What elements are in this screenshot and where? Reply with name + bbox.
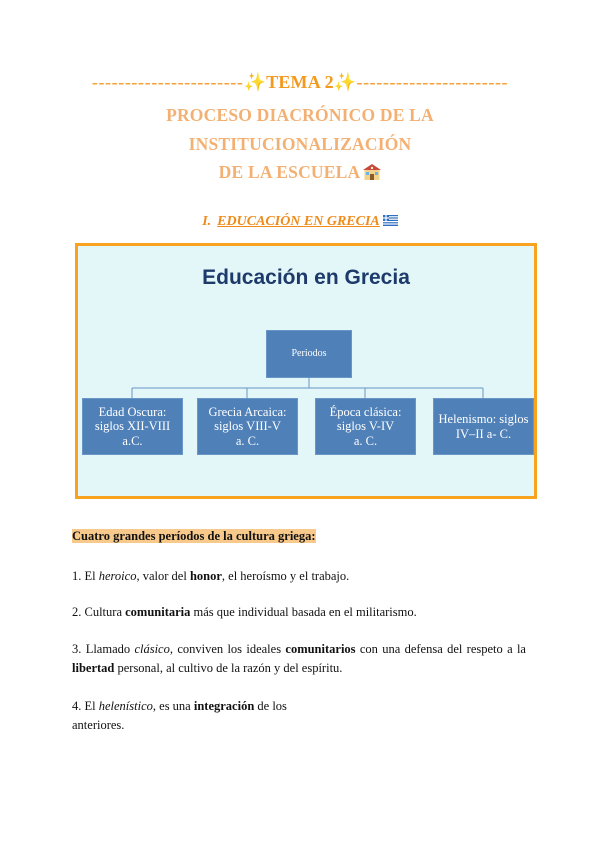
node-line: IV–II a- C. [455, 426, 512, 441]
text-run: 3. Llamado [72, 642, 135, 656]
text-run: más que individual basada en el militarismo. [190, 605, 417, 619]
section-title: EDUCACIÓN EN GRECIA [217, 214, 380, 229]
education-greece-diagram [75, 243, 537, 499]
page-title-line-1: PROCESO DIACRÓNICO DE LA [166, 105, 434, 125]
node-line: a. C. [353, 433, 378, 448]
node-line: a.C. [122, 433, 143, 448]
text-run: conviven los ideales [173, 642, 286, 656]
text-run: 1. El [72, 569, 99, 583]
text-run-bold: libertad [72, 661, 115, 675]
diagram-title: Educación en Grecia [202, 266, 410, 289]
periods-subheading [72, 527, 526, 546]
node-line: siglos XII-VIII [94, 419, 171, 434]
node-line: a. C. [235, 433, 260, 448]
header-dashes-left: ----------------------- [91, 72, 244, 92]
text-run: 4. El [72, 699, 99, 713]
paragraph-1 [72, 567, 526, 586]
header-dashes-right: ----------------------- [356, 72, 509, 92]
node-line: siglos VIII-V [214, 419, 281, 434]
text-run: personal, al cultivo de la razón y del espíritu. [114, 661, 343, 675]
diagram-node-epoca-clasica [315, 398, 416, 455]
page-title-line-3-text: DE LA ESCUELA [218, 162, 361, 182]
section-number: I. [202, 214, 212, 229]
node-line: Grecia Arcaica: [208, 404, 287, 419]
sparkle-icon-right: ✨ [333, 72, 357, 92]
paragraph-2 [72, 603, 526, 622]
text-run: de los [254, 699, 287, 713]
diagram-root-periodos: Periodos [266, 330, 352, 378]
text-run-italic: heroico [98, 569, 137, 583]
text-run-bold: comunitarios [285, 642, 356, 656]
tema-label: TEMA 2 [266, 72, 334, 92]
section-heading [0, 214, 600, 230]
text-run: 2. Cultura [72, 605, 126, 619]
text-run: , es una [152, 699, 194, 713]
text-run-bold: comunitaria [125, 605, 191, 619]
node-line: Edad Oscura: [98, 404, 167, 419]
diagram-node-grecia-arcaica [197, 398, 298, 455]
school-icon [363, 164, 381, 180]
tema-header [0, 72, 600, 93]
paragraph-3 [72, 640, 526, 678]
text-run: con una defensa del respeto a la [355, 642, 526, 656]
paragraph-4 [72, 697, 332, 716]
node-line: siglos V-IV [336, 419, 395, 434]
greece-flag-icon [383, 215, 398, 226]
text-run-italic: clásico, [134, 642, 173, 656]
text-run-italic: helenístico [98, 699, 153, 713]
sparkle-icon-left: ✨ [243, 72, 267, 92]
text-run-bold: integración [193, 699, 255, 713]
node-line: Época clásica: [329, 404, 402, 419]
text-run: , el heroísmo y el trabajo. [221, 569, 350, 583]
node-line: Helenismo: siglos [438, 412, 529, 427]
paragraph-4-continuation: anteriores. [72, 718, 125, 732]
page-title-line-3 [0, 162, 600, 183]
diagram-node-helenismo [433, 398, 534, 455]
text-run-bold: honor [189, 569, 222, 583]
page-title-line-2: INSTITUCIONALIZACIÓN [188, 134, 412, 154]
diagram-node-edad-oscura [82, 398, 183, 455]
text-run: , valor del [136, 569, 190, 583]
subheading-highlight: Cuatro grandes períodos de la cultura griega: [72, 529, 316, 543]
